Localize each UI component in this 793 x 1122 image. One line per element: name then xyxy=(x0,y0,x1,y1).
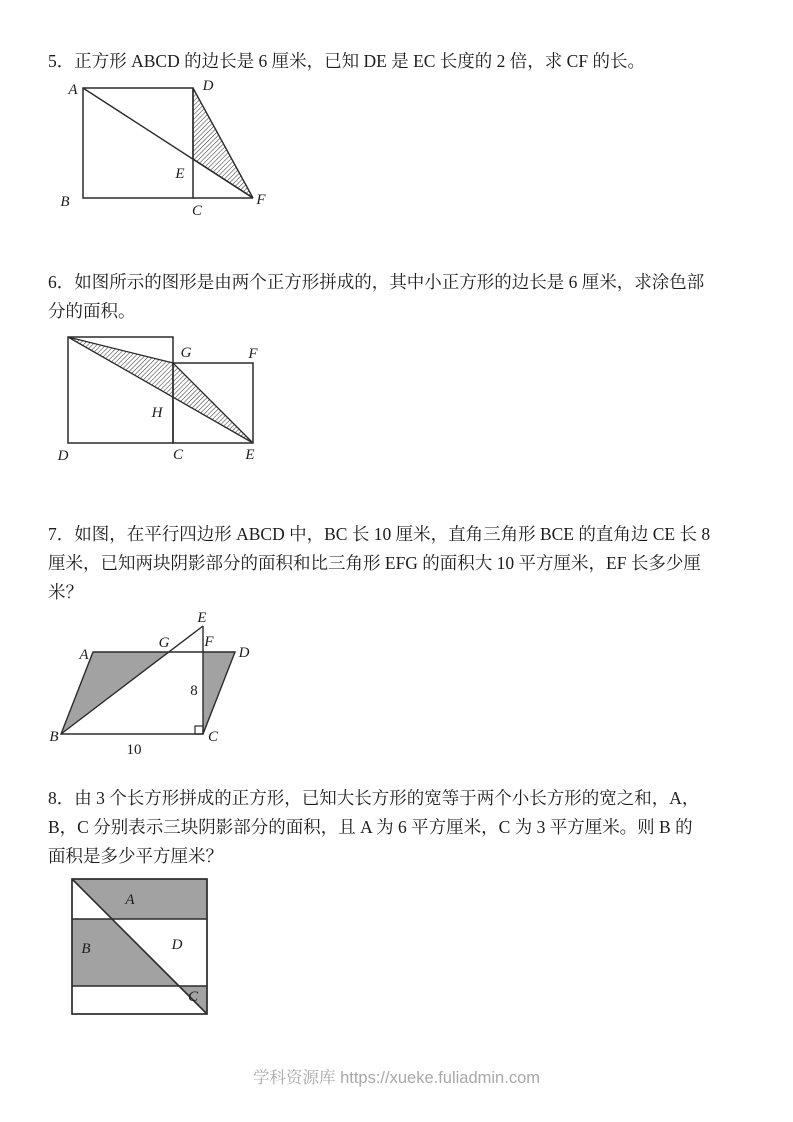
fig6-hatched-triangle xyxy=(68,337,253,443)
fig7-label-d: D xyxy=(238,645,250,661)
fig6-label-c: C xyxy=(172,447,184,463)
fig6-label-d: D xyxy=(57,448,69,464)
problem-7-text-line2: 厘米，已知两块阴影部分的面积和比三角形 EFG 的面积大 10 平方厘米，EF 长多少厘 xyxy=(48,553,701,573)
fig5-diagonal-af xyxy=(83,88,253,198)
fig7-label-e: E xyxy=(197,610,207,626)
figure-5 xyxy=(58,78,276,226)
fig5-label-e: E xyxy=(175,166,185,182)
footer-watermark-text: 学科资源库 https://xueke.fuliadmin.com xyxy=(252,1069,540,1087)
problem-8-text-line2: B，C 分别表示三块阴影部分的面积，且 A 为 6 平方厘米，C 为 3 平方厘米。则 B 的 xyxy=(48,817,693,837)
fig7-label-a: A xyxy=(79,647,89,663)
fig7-right-angle-marker xyxy=(195,726,203,734)
fig8-label-c: C xyxy=(187,989,199,1005)
fig5-label-f: F xyxy=(256,192,266,208)
fig6-label-g: G xyxy=(180,345,192,361)
problem-8-text-line3: 面积是多少平方厘米？ xyxy=(48,846,223,866)
problem-7-text-line3: 米？ xyxy=(48,582,83,602)
fig8-label-d: D xyxy=(171,937,183,953)
problem-6 xyxy=(48,268,760,326)
fig7-label-b: B xyxy=(49,729,59,745)
problem-5-text: 5．正方形 ABCD 的边长是 6 厘米，已知 DE 是 EC 长度的 2 倍，求 CF 的长。 xyxy=(48,51,645,71)
problem-6-text-line1: 6．如图所示的图形是由两个正方形拼成的，其中小正方形的边长是 6 厘米，求涂色部 xyxy=(48,272,705,292)
fig8-label-b: B xyxy=(81,941,91,957)
problem-8-text-line1: 8．由 3 个长方形拼成的正方形，已知大长方形的宽等于两个小长方形的宽之和，A， xyxy=(48,788,700,808)
problem-8 xyxy=(48,784,760,871)
fig7-dim-ce: 8 xyxy=(190,683,198,699)
fig5-hatched-triangle-def xyxy=(193,88,253,198)
fig7-dim-bc: 10 xyxy=(126,742,142,758)
fig5-label-b: B xyxy=(60,194,70,210)
fig5-label-c: C xyxy=(191,203,203,219)
problem-6-text-line2: 分的面积。 xyxy=(48,301,136,321)
fig5-label-a: A xyxy=(68,82,78,98)
fig7-label-f: F xyxy=(204,634,214,650)
problem-5 xyxy=(48,47,760,76)
fig5-label-d: D xyxy=(202,78,214,94)
fig7-label-g: G xyxy=(158,635,170,651)
fig6-label-f: F xyxy=(248,346,258,362)
figure-7 xyxy=(48,610,270,762)
fig7-label-c: C xyxy=(207,729,219,745)
figure-6 xyxy=(55,332,273,472)
problem-7 xyxy=(48,520,760,607)
problem-7-text-line1: 7．如图，在平行四边形 ABCD 中，BC 长 10 厘米，直角三角形 BCE 的直角边 CE 长 8 xyxy=(48,524,711,544)
fig8-label-a: A xyxy=(125,892,135,908)
footer xyxy=(0,1064,793,1088)
fig6-label-h: H xyxy=(151,405,163,421)
figure-8 xyxy=(62,874,222,1022)
fig6-label-e: E xyxy=(245,447,255,463)
